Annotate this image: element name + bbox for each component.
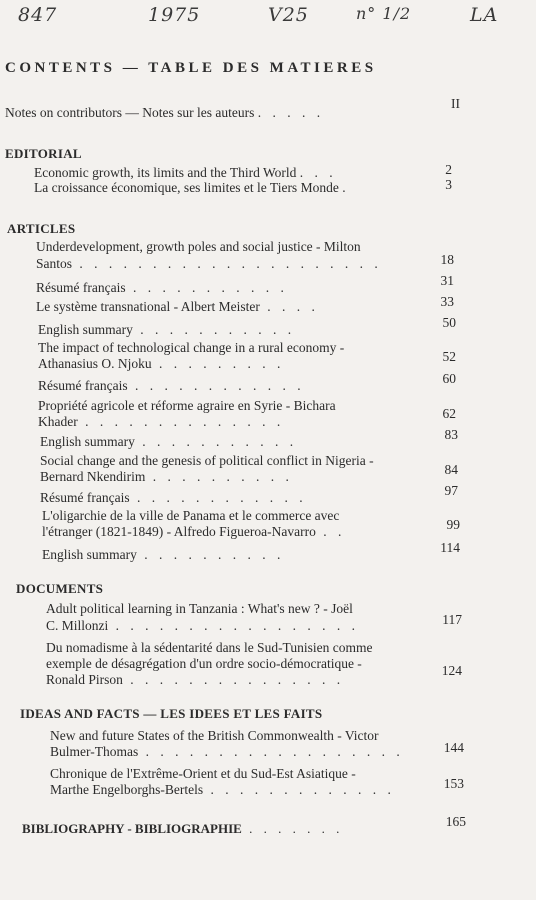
page-number: 97 [444, 483, 458, 498]
leader-dots: . . . . . [257, 105, 325, 120]
toc-entry [38, 377, 305, 394]
leader-dots: . . . . . . . . . . [145, 469, 293, 484]
toc-entry [40, 489, 307, 506]
handwritten-note: V25 [268, 4, 309, 26]
page-number: 62 [442, 406, 456, 421]
leader-dots: . . . . . . . . . . . . [129, 490, 307, 505]
page-number: 114 [440, 540, 460, 555]
page-number: 99 [446, 517, 460, 532]
toc-entry-text: Le système transnational - Albert Meister [36, 299, 260, 314]
page-number: 165 [445, 814, 466, 829]
leader-dots: . [342, 180, 350, 195]
leader-dots: . . . [299, 165, 337, 180]
page-number: 31 [440, 273, 454, 288]
toc-entry [46, 671, 344, 688]
toc-entry [42, 546, 284, 563]
page-number: 84 [444, 462, 458, 477]
page-number: 18 [440, 252, 454, 267]
page-number: 33 [440, 294, 454, 309]
leader-dots: . . . . . . . . . . . . . . . . . . . . . [72, 256, 382, 271]
toc-entry [36, 279, 288, 296]
section-heading: ARTICLES [7, 221, 76, 236]
toc-entry-text: Résumé français [38, 378, 128, 393]
leader-dots: . . . . [259, 299, 319, 314]
leader-dots: . . . . . . . [241, 821, 344, 836]
handwritten-note: 847 [18, 4, 58, 26]
handwritten-note: n° 1/2 [356, 4, 412, 23]
toc-entry-text: L'oligarchie de la ville de Panama et le commerce avec [42, 508, 340, 523]
toc-entry-text: exemple de désagrégation d'un ordre socio-démocratique - [46, 656, 362, 671]
section-heading: EDITORIAL [5, 146, 82, 161]
handwritten-note: LA [470, 4, 499, 26]
toc-entry-text: Résumé français [40, 490, 130, 505]
leader-dots: . . . . . . . . . . . . . . . [122, 672, 345, 687]
leader-dots: . . [315, 524, 346, 539]
leader-dots: . . . . . . . . . . . [125, 280, 288, 295]
toc-entry-text: Bulmer-Thomas [50, 744, 139, 759]
page-number: 83 [444, 427, 458, 442]
toc-entry-text: l'étranger (1821-1849) - Alfredo Figueroa-Navarro [42, 524, 316, 539]
page-number: 2 [445, 162, 452, 177]
toc-entry-text: Santos [36, 256, 73, 271]
toc-entry-text: English summary [42, 547, 137, 562]
section-heading: BIBLIOGRAPHY - BIBLIOGRAPHIE [22, 821, 242, 836]
toc-entry-text: Underdevelopment, growth poles and social justice - Milton [36, 239, 361, 254]
page-number: 50 [442, 315, 456, 330]
leader-dots: . . . . . . . . . . . . . . [77, 414, 285, 429]
toc-entry-text: English summary [40, 434, 135, 449]
toc-entry [36, 298, 319, 315]
toc-entry-text: English summary [38, 322, 133, 337]
toc-entry-text: The impact of technological change in a rural economy - [38, 340, 345, 355]
page-number: 52 [442, 349, 456, 364]
toc-entry-text: C. Millonzi [46, 618, 109, 633]
leader-dots: . . . . . . . . . . . . . . . . . . [138, 744, 404, 759]
toc-entry-text: Chronique de l'Extrême-Orient et du Sud-Est Asiatique - [50, 766, 356, 781]
toc-entry [38, 355, 284, 372]
toc-entry-text: Du nomadisme à la sédentarité dans le Sud-Tunisien comme [46, 640, 373, 655]
toc-entry-text: Propriété agricole et réforme agraire en Syrie - Bichara [38, 398, 336, 413]
page-number: 3 [445, 177, 452, 192]
toc-entry [38, 321, 295, 338]
toc-entry [5, 104, 324, 121]
section-heading: DOCUMENTS [16, 581, 104, 596]
toc-entry-text: Adult political learning in Tanzania : What's new ? - Joël [46, 601, 353, 616]
toc-entry-text: Marthe Engelborghs-Bertels [50, 782, 204, 797]
toc-entry-text: Ronald Pirson [46, 672, 123, 687]
toc-entry-text: Résumé français [36, 280, 126, 295]
page-title: CONTENTS — TABLE DES MATIERES [5, 60, 377, 76]
page-number: 60 [442, 371, 456, 386]
toc-entry-text: Khader [38, 414, 78, 429]
handwritten-note: 1975 [148, 4, 201, 26]
toc-entry [40, 433, 297, 450]
page-number: 117 [442, 612, 462, 627]
toc-entry [50, 743, 404, 760]
toc-entry [50, 781, 395, 798]
leader-dots: . . . . . . . . . . . . . . . . . [108, 618, 360, 633]
toc-entry [34, 179, 350, 196]
page-number: 153 [443, 776, 464, 791]
page-number: II [451, 96, 460, 111]
toc-entry [22, 820, 343, 837]
toc-entry [36, 255, 382, 272]
toc-entry-text: Notes on contributors — Notes sur les auteurs [5, 105, 255, 120]
leader-dots: . . . . . . . . . . . [132, 322, 296, 337]
toc-entry-text: Economic growth, its limits and the Third World [34, 165, 297, 180]
leader-dots: . . . . . . . . . [151, 356, 285, 371]
toc-entry-text: Bernard Nkendirim [40, 469, 146, 484]
toc-entry-text: La croissance économique, ses limites et le Tiers Monde [34, 180, 339, 195]
page-number: 124 [441, 663, 462, 678]
toc-entry-text: New and future States of the British Commonwealth - Victor [50, 728, 379, 743]
leader-dots: . . . . . . . . . . [136, 547, 285, 562]
leader-dots: . . . . . . . . . . . . . [203, 782, 395, 797]
leader-dots: . . . . . . . . . . . . [127, 378, 305, 393]
toc-entry [46, 617, 359, 634]
toc-entry-text: Social change and the genesis of political conflict in Nigeria - [40, 453, 374, 468]
toc-entry [42, 523, 345, 540]
page-number: 144 [443, 740, 464, 755]
toc-entry [38, 413, 284, 430]
toc-entry [40, 468, 293, 485]
section-heading: IDEAS AND FACTS — LES IDEES ET LES FAITS [20, 706, 323, 721]
leader-dots: . . . . . . . . . . . [134, 434, 298, 449]
toc-entry-text: Athanasius O. Njoku [38, 356, 152, 371]
